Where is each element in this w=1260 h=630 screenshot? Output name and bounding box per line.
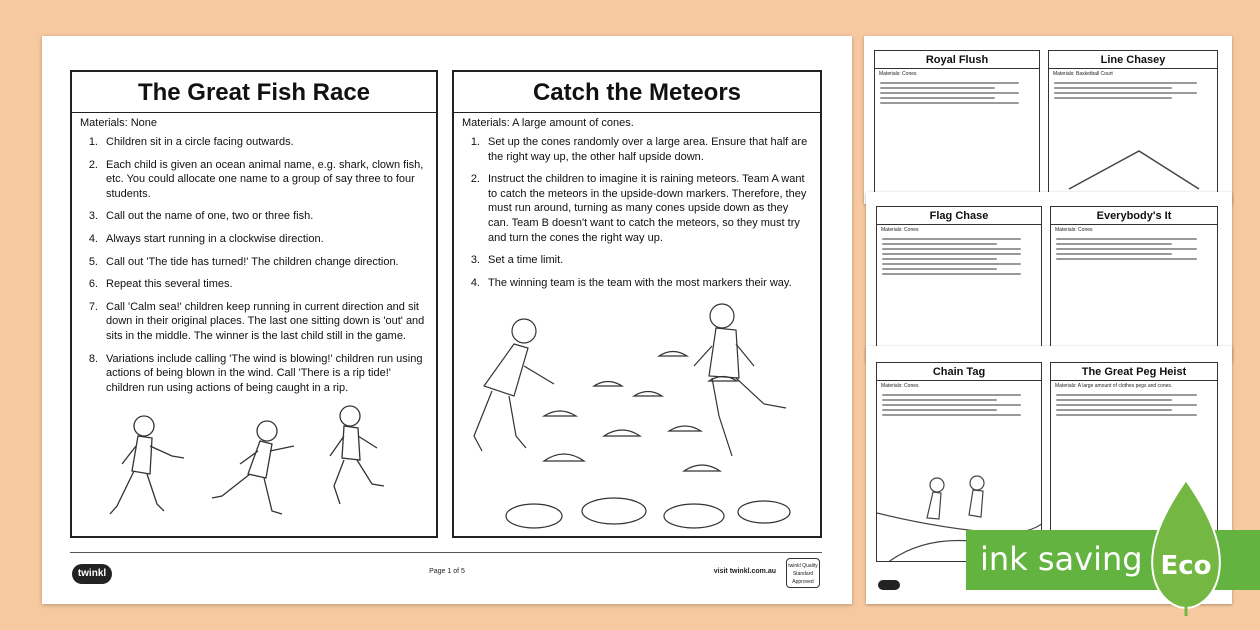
list-item: 3. Call out the name of one, two or three fish. [88,210,314,223]
list-item: 1. Children sit in a circle facing outwards. [88,136,294,148]
card-title: Flag Chase [877,207,1041,225]
line-chasey-illustration [1049,141,1218,191]
card-title: Line Chasey [1049,51,1217,69]
twinkl-logo: twinkl [72,564,112,584]
materials-text: Materials: None [80,117,158,129]
materials-text: Materials: Cones [879,71,917,77]
cones-and-children-illustration [454,286,820,536]
list-item: 6. Repeat this several times. [88,278,233,291]
worksheet-page-1 [42,36,852,604]
eco-label: Eco [1160,551,1212,581]
card-title: The Great Peg Heist [1051,363,1217,381]
catch-the-meteors-card [452,70,822,538]
list-item: 2. Instruct the children to imagine it is raining meteors. Team A want to catch the meteors in the upside-down markers. Therefore, they must run around, turning as many cones upside down as they can. Team B doesn't want to catch the meteors, so they must try and turn the cones the right way up. [470,173,807,244]
thumbnail-page-3[interactable] [866,192,1232,362]
list-item: 2. Each child is given an ocean animal name, e.g. shark, clown fish, etc. You could allocate one name to a group of say three to four students. [88,158,424,200]
materials-text: Materials: Cones [881,383,919,389]
quality-badge: twinkl Quality Standard Approved [786,558,820,588]
materials-text: Materials: A large amount of cones. [462,117,634,129]
list-item: 8. Variations include calling 'The wind is blowing!' children run using actions of being blown in the wind. Call 'There is a rip tide!' children run using actions of being caught in a rip. [88,352,423,394]
line-chasey-card [1048,50,1218,210]
materials-text: Materials: A large amount of clothes pegs and cones. [1055,383,1173,389]
list-item: 7. Call 'Calm sea!' children keep running in current direction and sit down in their original places. The last one sitting down is 'out' and sits in the middle. The winner is the last child still in the game. [88,300,425,342]
card-title: Chain Tag [877,363,1041,381]
great-fish-race-card [70,70,438,538]
list-item: 1. Set up the cones randomly over a large area. Ensure that half are the right way up, the other half upside down. [470,136,808,163]
page-footer [42,544,852,604]
page-number: Page 1 of 5 [429,568,465,575]
steps-list [72,135,436,395]
card-title: Catch the Meteors [453,72,821,113]
thumbnail-page-2[interactable] [864,36,1232,204]
ink-saving-label: ink saving [980,540,1143,578]
card-title: Royal Flush [875,51,1039,69]
list-item: 4. Always start running in a clockwise direction. [88,232,324,245]
list-item: 5. Call out 'The tide has turned!' The children change direction. [88,255,399,268]
visit-link[interactable]: visit twinkl.com.au [713,568,776,575]
steps-list [454,135,820,290]
eco-leaf-icon [1146,478,1226,618]
list-item: 3. Set a time limit. [470,254,564,267]
everybodys-it-card [1050,206,1218,362]
materials-text: Materials: Cones [1055,227,1093,233]
card-title: The Great Fish Race [71,72,437,113]
materials-text: Materials: Basketball Court [1053,71,1113,77]
footer-divider [70,552,822,553]
materials-text: Materials: Cones [881,227,919,233]
flag-chase-card [876,206,1042,362]
royal-flush-card [874,50,1040,210]
card-title: Everybody's It [1051,207,1217,225]
running-children-illustration [72,386,436,536]
list-item: 4. The winning team is the team with the most markers their way. [470,276,792,289]
twinkl-logo-small [878,580,900,590]
